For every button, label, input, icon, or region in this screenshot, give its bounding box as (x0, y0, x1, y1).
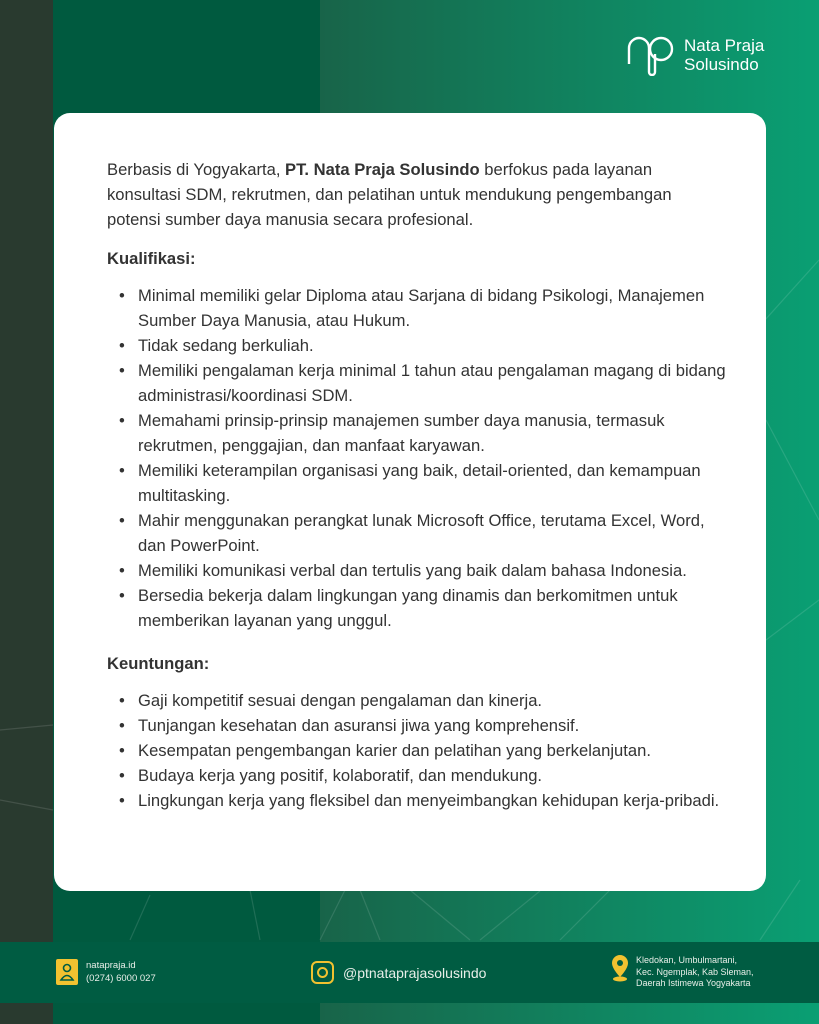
brand-name-line2: Solusindo (684, 55, 759, 74)
job-description-card (54, 113, 766, 891)
list-item: • Memiliki pengalaman kerja minimal 1 tahun atau pengalaman magang di bidang administrasi/koordinasi SDM. (107, 358, 726, 408)
list-item: • Memahami prinsip-prinsip manajemen sumber daya manusia, termasuk rekrutmen, penggajian, dan manfaat karyawan. (107, 408, 726, 458)
intro-paragraph (107, 157, 726, 232)
list-item: • Budaya kerja yang positif, kolaboratif, dan mendukung. (107, 763, 726, 788)
location-pin-icon (611, 955, 629, 982)
instagram-icon (311, 961, 334, 984)
list-item: • Memiliki komunikasi verbal dan tertulis yang baik dalam bahasa Indonesia. (107, 558, 726, 583)
contact-info (56, 959, 156, 985)
benefits-list (107, 688, 726, 813)
logo-mark-icon (626, 34, 676, 76)
phone-text: (0274) 6000 027 (86, 973, 156, 984)
list-item: • Bersedia bekerja dalam lingkungan yang dinamis dan berkomitmen untuk memberikan layanan yang unggul. (107, 583, 726, 633)
qualifications-list (107, 283, 726, 633)
contact-book-icon (56, 959, 78, 985)
address-info (611, 955, 754, 990)
address-line: Kledokan, Umbulmartani, (636, 955, 738, 965)
qualifications-heading: Kualifikasi: (107, 249, 196, 268)
intro-text: Berbasis di Yogyakarta, (107, 160, 286, 179)
footer-bar (0, 942, 819, 1003)
list-item: • Mahir menggunakan perangkat lunak Microsoft Office, terutama Excel, Word, dan PowerPoint. (107, 508, 726, 558)
instagram-info (311, 961, 486, 984)
address-line: Daerah Istimewa Yogyakarta (636, 978, 751, 988)
list-item: • Tunjangan kesehatan dan asuransi jiwa yang komprehensif. (107, 713, 726, 738)
instagram-handle: @ptnataprajasolusindo (343, 964, 487, 981)
address-line: Kec. Ngemplak, Kab Sleman, (636, 966, 754, 977)
list-item: • Kesempatan pengembangan karier dan pelatihan yang berkelanjutan. (107, 738, 726, 763)
benefits-heading: Keuntungan: (107, 654, 210, 673)
brand-name-line1: Nata Praja (684, 36, 765, 55)
list-item: • Memiliki keterampilan organisasi yang baik, detail-oriented, dan kemampuan multitasking. (107, 458, 726, 508)
list-item: • Tidak sedang berkuliah. (107, 333, 726, 358)
intro-text: berfokus pada layanan konsultasi SDM, rekrutmen, dan pelatihan untuk mendukung pengembangan potensi sumber daya manusia secara profesional. (107, 160, 672, 229)
brand-logo (626, 34, 764, 76)
list-item: • Minimal memiliki gelar Diploma atau Sarjana di bidang Psikologi, Manajemen Sumber Daya Manusia, atau Hukum. (107, 283, 726, 333)
company-name: PT. Nata Praja Solusindo (285, 160, 480, 179)
website-text: natapraja.id (86, 960, 136, 971)
list-item: • Lingkungan kerja yang fleksibel dan menyeimbangkan kehidupan kerja-pribadi. (107, 788, 726, 813)
list-item: • Gaji kompetitif sesuai dengan pengalaman dan kinerja. (107, 688, 726, 713)
